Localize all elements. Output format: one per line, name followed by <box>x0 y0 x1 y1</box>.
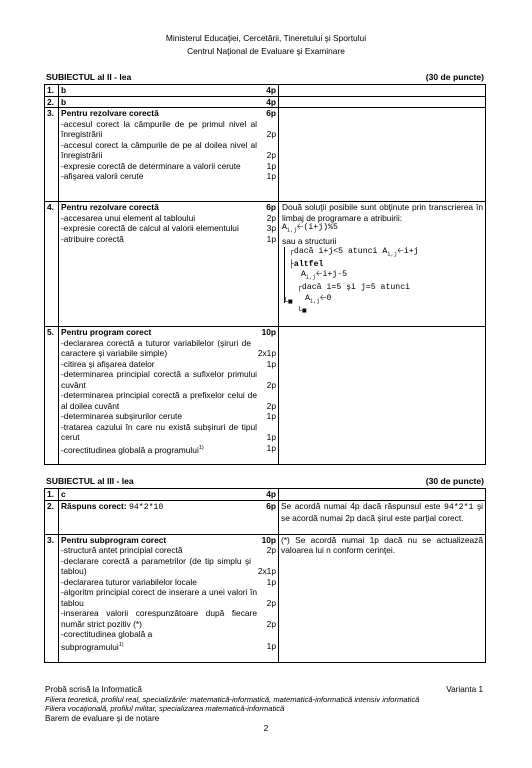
s2-r2-answer-cell <box>59 96 279 108</box>
s3-r1-number: 1. <box>45 489 59 501</box>
s2-r2-notes <box>279 96 486 108</box>
s3-r3-item-points: 2p <box>266 618 276 629</box>
s2-r4-item: -atribuire corectă <box>61 233 124 244</box>
s2-r3-points: 6p <box>266 108 276 118</box>
end-block-icon: └■ <box>283 298 293 308</box>
s2-r3-heading: Pentru rezolvare corectă <box>61 108 159 118</box>
s2-r5-points: 10p <box>261 327 276 337</box>
s2-r5-number: 5. <box>45 327 59 465</box>
s2-r4-note-alt: sau a structurii <box>282 236 337 247</box>
s2-r3-item: -accesul corect la câmpurile de pe primul nivel al înregistrării <box>61 118 257 139</box>
code-token: 0 <box>326 293 332 303</box>
s2-r5-item-points: 1p <box>266 358 276 369</box>
s2-r5-item-points: 2p <box>266 379 276 390</box>
arrow-left-icon: 🡠 <box>315 270 323 280</box>
s2-r3-item-points: 2p <box>266 150 276 160</box>
s3-r3-item-points: 1p <box>266 576 276 587</box>
ministry-name: Ministerul Educaţiei, Cercetării, Tineretului şi Sportului <box>165 33 367 43</box>
s3-r2-notes <box>279 500 486 534</box>
code-token: dacă i=5 şi j=5 atunci <box>301 283 411 293</box>
s3-row-1 <box>45 489 486 501</box>
section-3-title <box>46 476 484 486</box>
s2-r1-points: 4p <box>266 85 276 95</box>
footer-track-1: Filiera teoretică, profilul real, specializările: matematică-informatică, matematică-informatică intensiv informatică <box>45 694 420 704</box>
center-name: Centrul Naţional de Evaluare şi Examinare <box>187 46 345 56</box>
s3-r3-item-points: 2p <box>266 545 276 555</box>
section-2-heading: SUBIECTUL al II - lea <box>46 72 132 82</box>
code-subscript: i,j <box>309 297 320 305</box>
s2-r3-notes <box>279 108 486 202</box>
pseudocode-block <box>283 246 483 317</box>
code-token: i+j <box>403 246 419 256</box>
s2-row-3 <box>45 108 486 202</box>
s2-r4-item-points: 2p <box>266 212 276 223</box>
s2-r2-points: 4p <box>266 96 276 107</box>
s2-r4-item: -expresie corectă de calcul al valorii elementului <box>61 223 239 233</box>
section-3-heading: SUBIECTUL al III - lea <box>46 476 134 486</box>
s2-r5-item: -declararea corectă a tuturor variabilelor (şiruri de caractere şi variabile simple) <box>61 337 251 358</box>
section-2-points: (30 de puncte) <box>425 72 484 82</box>
s2-r3-item-points: 2p <box>266 129 276 139</box>
code-subscript: i,j <box>305 273 316 281</box>
s2-r5-item: -tratarea cazului în care nu există subşiruri de tipul cerut <box>61 421 257 442</box>
s2-r1-notes <box>279 85 486 97</box>
s3-r3-heading: Pentru subprogram corect <box>61 534 167 545</box>
s2-r3-item: -accesul corect la câmpurile de pe al doilea nivel al înregistrării <box>61 139 257 160</box>
s2-r4-note: Două soluţii posibile sunt obţinute prin transcrierea în limbaj de programare a atribuirii: <box>282 202 483 223</box>
section-2-table <box>44 84 486 465</box>
s3-r3-notes <box>279 534 486 662</box>
section-3-table <box>44 488 486 663</box>
s3-r3-item: -declarare corectă a parametrilor (de tip simplu şi tablou) <box>61 555 251 576</box>
s2-r5-item: -corectitudinea globală a programului <box>61 444 199 455</box>
s3-row-3 <box>45 534 486 662</box>
s2-r2-answer: b <box>61 96 67 107</box>
s2-r5-item: -citirea şi afişarea datelor <box>61 358 155 369</box>
footer-track-2: Filiera vocaţională, profilul militar, specializarea matematică-informatică <box>45 704 285 713</box>
s3-r2-answer-cell <box>59 500 279 534</box>
code-token: (i+j)%5 <box>303 223 338 232</box>
s2-r1-answer: b <box>61 85 67 95</box>
s2-r5-heading: Pentru program corect <box>61 327 152 337</box>
arrow-left-icon: 🡠 <box>397 246 404 256</box>
s3-r3-criteria <box>59 534 279 662</box>
s2-r4-criteria <box>59 202 279 327</box>
s3-r3-item: -structură antet principial corectă <box>61 545 183 555</box>
s2-r5-item: -determinarea principial corectă a prefixelor celui de al doilea cuvânt <box>61 390 257 411</box>
s2-r5-item: -determinarea subşirurilor cerute <box>61 411 183 421</box>
branch-icon: ┌ <box>289 246 294 256</box>
code-subscript: i,j <box>387 250 398 258</box>
section-3-points: (30 de puncte) <box>425 476 484 486</box>
code-token: A <box>305 293 310 303</box>
code-token: A <box>301 270 306 280</box>
code-token: dacă i+j<5 atunci A <box>293 246 388 256</box>
s2-r3-item: -afişarea valorii cerute <box>61 171 144 181</box>
s3-r2-code: 94*2*10 <box>128 502 164 512</box>
s2-r4-heading: Pentru rezolvare corectă <box>61 202 159 212</box>
s3-r3-item: -algoritm principial corect de inserare a unei valori în tablou <box>61 587 257 608</box>
s2-row-1 <box>45 85 486 97</box>
s3-r3-note: (*) Se acordă numai 1p dacă nu se actualizează valoarea lui n conform cerinţei. <box>281 534 483 555</box>
code-subscript: i,j <box>286 226 297 234</box>
s3-r1-answer-cell <box>59 489 279 501</box>
s2-r5-item-points: 1p <box>266 442 276 453</box>
footer-exam-name: Probă scrisă la Informatică <box>45 685 142 694</box>
s2-r5-item: -determinarea principial corectă a sufixelor primului cuvânt <box>61 369 257 390</box>
s3-r3-item: -corectitudinea globală a subprogramului <box>61 629 153 652</box>
s2-r4-item-points: 3p <box>266 223 276 233</box>
s3-r2-note: Se acordă numai 4p dacă răspunsul este <box>281 500 441 511</box>
s2-r4-points: 6p <box>266 202 276 212</box>
section-2-title <box>46 72 484 82</box>
end-block-icon: └■ <box>297 307 307 317</box>
pseudo-if2 <box>289 283 483 294</box>
s3-r1-answer: c <box>61 489 66 499</box>
s2-r5-criteria <box>59 327 279 465</box>
arrow-left-icon: 🡠 <box>319 293 327 303</box>
s3-r3-item: -inserarea valorii corespunzătoare după fiecare număr strict pozitiv (*) <box>61 608 257 629</box>
s3-r1-notes <box>279 489 486 501</box>
s2-r3-criteria <box>59 108 279 202</box>
s2-r4-assignment <box>282 223 483 236</box>
s2-r5-item-points: 1p <box>266 411 276 421</box>
s2-r1-number: 1. <box>45 85 59 97</box>
s3-r3-item-points: 2x1p <box>257 566 276 576</box>
page-number: 2 <box>263 723 269 733</box>
s3-r3-item-points: 2p <box>266 597 276 608</box>
pseudo-assign <box>289 270 483 283</box>
s3-r2-points: 6p <box>266 500 276 511</box>
s2-r1-answer-cell <box>59 85 279 97</box>
branch-icon: ├ <box>289 259 294 269</box>
s2-r3-item-points: 1p <box>266 171 276 181</box>
s3-r3-points: 10p <box>261 534 276 545</box>
s3-r2-heading: Răspuns corect: <box>61 500 127 511</box>
s2-row-5 <box>45 327 486 465</box>
arrow-left-icon: 🡠 <box>296 223 304 232</box>
code-token: A <box>282 223 287 232</box>
s3-r3-number: 3. <box>45 534 59 662</box>
footer-doc-type: Barem de evaluare şi de notare <box>45 713 160 723</box>
s3-r2-note-code: 94*2*1 <box>443 502 474 512</box>
s3-r2-number: 2. <box>45 500 59 534</box>
s3-row-2 <box>45 500 486 534</box>
pseudo-else <box>289 260 483 271</box>
s2-r2-number: 2. <box>45 96 59 108</box>
s2-r4-number: 4. <box>45 202 59 327</box>
s2-r3-item-points: 1p <box>266 160 276 171</box>
code-token: altfel <box>293 259 324 269</box>
footer-variant: Varianta 1 <box>446 685 483 694</box>
footnote-mark: 1) <box>198 444 204 451</box>
s2-r4-item: -accesarea unui element al tabloului <box>61 212 196 223</box>
s2-r5-item-points: 2x1p <box>257 348 276 358</box>
branch-icon: ┌ <box>297 283 302 293</box>
s3-r2-note-cont: şi se acordă numai 2p dacă şirul este parţial corect. <box>281 500 484 523</box>
s2-row-2 <box>45 96 486 108</box>
s3-r3-item: -declararea tuturor variabilelor locale <box>61 576 197 587</box>
footnote-mark: 1) <box>118 641 124 648</box>
pseudo-assign-zero <box>289 294 483 307</box>
code-token: i+j-5 <box>322 270 348 280</box>
s2-r3-number: 3. <box>45 108 59 202</box>
s2-row-4 <box>45 202 486 327</box>
s2-r4-item-points: 1p <box>266 233 276 244</box>
s2-r5-item-points: 1p <box>266 432 276 442</box>
pseudo-if1 <box>289 247 483 260</box>
footer <box>45 685 483 723</box>
s2-r5-notes <box>279 327 486 465</box>
s3-r1-points: 4p <box>266 489 276 499</box>
s3-r3-item-points: 1p <box>266 641 276 652</box>
s2-r3-item: -expresie corectă de determinare a valorii cerute <box>61 160 241 171</box>
s2-r4-notes <box>279 202 486 327</box>
s2-r5-item-points: 2p <box>266 400 276 411</box>
